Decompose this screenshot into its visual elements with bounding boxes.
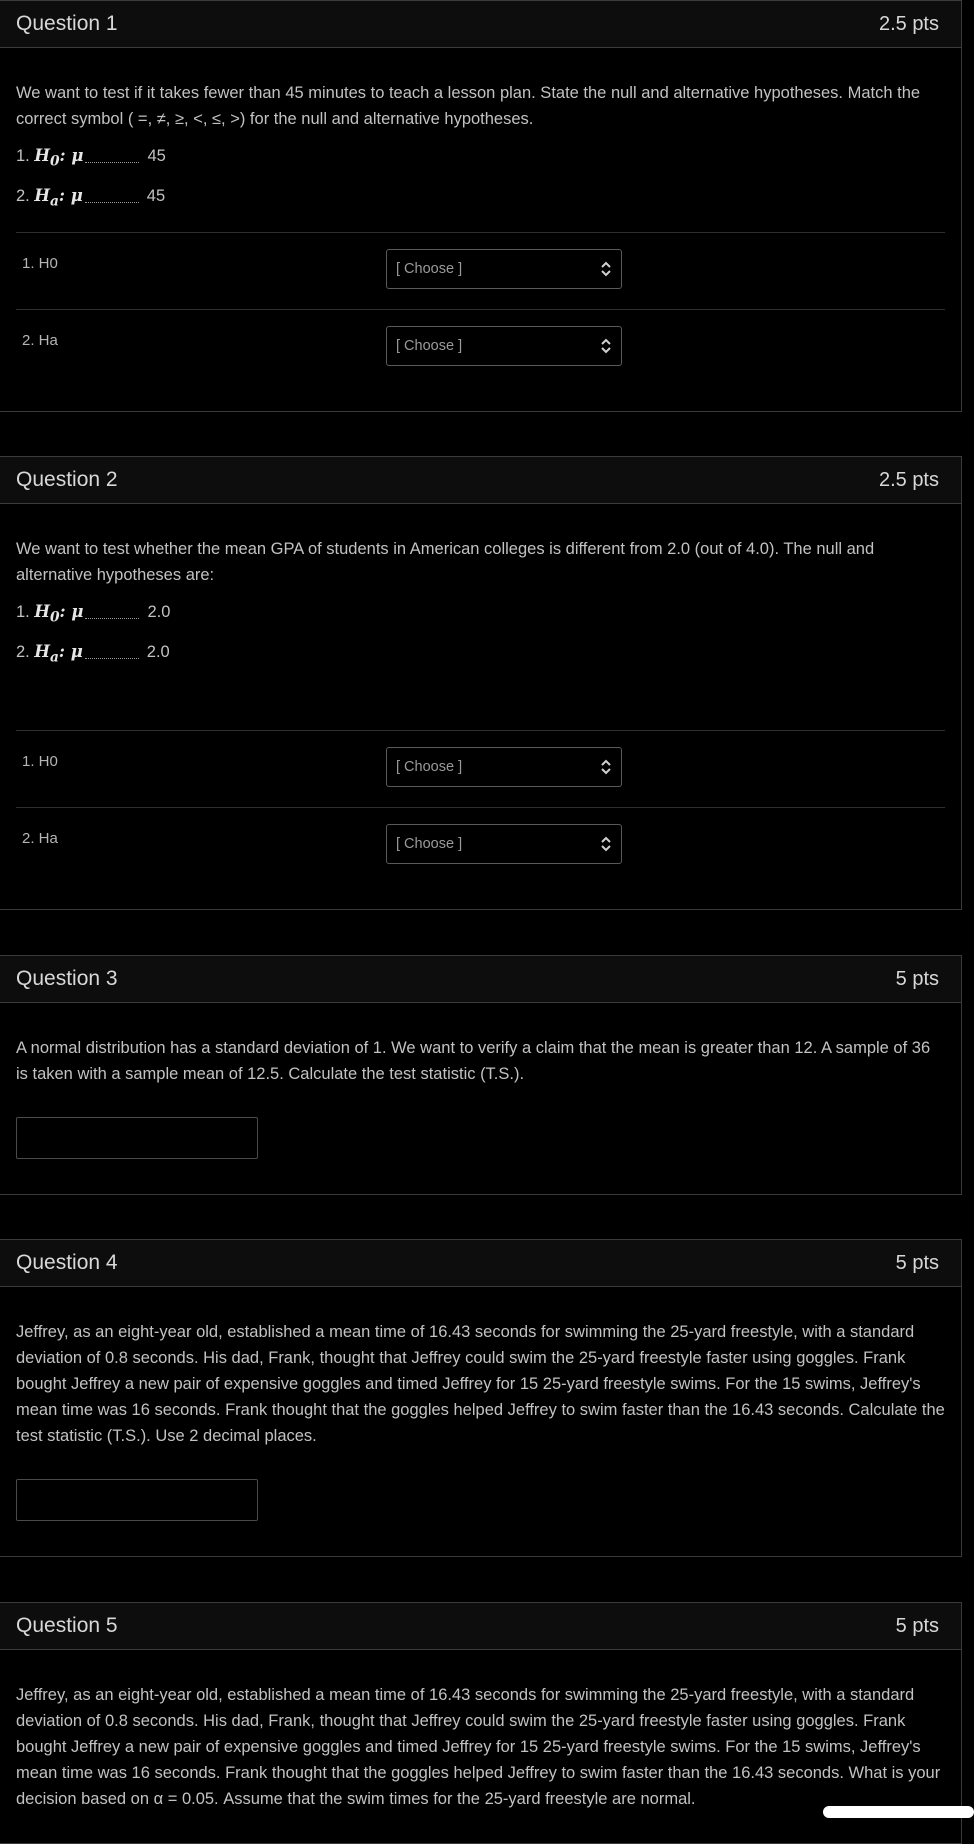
question-header xyxy=(0,457,961,504)
question-title: Question 5 xyxy=(16,1614,118,1637)
question-text: Jeffrey, as an eight-year old, established a mean time of 16.43 seconds for swimming the 25-yard freestyle, with a standard deviation of 0.8 seconds. His dad, Frank, thought that Jeffrey could swim the 25-yard freestyle faster using goggles. Frank bought Jeffrey a new pair of expensive goggles and timed Jeffrey for 15 25-yard freestyle swims. For the 15 swims, Jeffrey's mean time was 16 seconds. Frank thought that the goggles helped Jeffrey to swim faster than the 16.43 seconds. Calculate the test statistic (T.S.). Use 2 decimal places. xyxy=(16,1323,945,1445)
hypothesis-null: 1. $H_0$: μ 2.0 xyxy=(16,602,171,626)
match-label: 2. Ha xyxy=(22,830,58,847)
hypothesis-null: 1. $H_0$: μ 45 xyxy=(16,146,166,170)
match-row-ha xyxy=(16,309,945,386)
question-title: Question 2 xyxy=(16,468,118,491)
question-4 xyxy=(0,1239,962,1557)
question-points: 5 pts xyxy=(895,1251,939,1274)
select-arrows-icon xyxy=(600,758,612,776)
hypothesis-alternative: 2. $H_a$: μ 45 xyxy=(16,186,166,210)
question-points: 2.5 pts xyxy=(878,468,939,491)
question-points: 5 pts xyxy=(895,1614,939,1637)
match-row-h0 xyxy=(16,232,945,309)
question-1 xyxy=(0,0,962,412)
match-label: 1. H0 xyxy=(22,753,58,770)
question-text: We want to test whether the mean GPA of students in American colleges is different from 2.0 (out of 4.0). The null and alternative hypotheses are: xyxy=(16,540,875,584)
hypothesis-alternative: 2. $H_a$: μ 2.0 xyxy=(16,642,170,666)
ha-symbol-select[interactable]: [ Choose ] xyxy=(386,824,622,864)
question-text: Jeffrey, as an eight-year old, established a mean time of 16.43 seconds for swimming the 25-yard freestyle, with a standard deviation of 0.8 seconds. His dad, Frank, thought that Jeffrey could swim the 25-yard freestyle faster using goggles. Frank bought Jeffrey a new pair of expensive goggles and timed Jeffrey for 15 25-yard freestyle swims. For the 15 swims, Jeffrey's mean time was 16 seconds. Frank thought that the goggles helped Jeffrey to swim faster than the 16.43 seconds. What is your decision based on α = 0.05. Assume that the swim times for the 25-yard freestyle are normal. xyxy=(16,1686,941,1808)
question-title: Question 4 xyxy=(16,1251,118,1274)
question-header xyxy=(0,1603,961,1650)
question-text: A normal distribution has a standard deviation of 1. We want to verify a claim that the mean is greater than 12. A sample of 36 is taken with a sample mean of 12.5. Calculate the test statistic (T.S.). xyxy=(16,1039,931,1083)
match-row-h0 xyxy=(16,730,945,807)
match-row-ha xyxy=(16,807,945,884)
question-header xyxy=(0,1,961,48)
question-title: Question 1 xyxy=(16,12,118,35)
match-label: 1. H0 xyxy=(22,255,58,272)
question-2 xyxy=(0,456,962,910)
ha-symbol-select[interactable]: [ Choose ] xyxy=(386,326,622,366)
question-header xyxy=(0,1240,961,1287)
horizontal-scrollbar[interactable] xyxy=(823,1806,974,1818)
question-points: 2.5 pts xyxy=(878,12,939,35)
question-title: Question 3 xyxy=(16,967,118,990)
match-label: 2. Ha xyxy=(22,332,58,349)
select-arrows-icon xyxy=(600,260,612,278)
select-arrows-icon xyxy=(600,835,612,853)
question-header xyxy=(0,956,961,1003)
test-statistic-input[interactable] xyxy=(16,1479,258,1521)
question-3 xyxy=(0,955,962,1195)
question-5 xyxy=(0,1602,962,1844)
select-arrows-icon xyxy=(600,337,612,355)
question-points: 5 pts xyxy=(895,967,939,990)
h0-symbol-select[interactable]: [ Choose ] xyxy=(386,249,622,289)
h0-symbol-select[interactable]: [ Choose ] xyxy=(386,747,622,787)
test-statistic-input[interactable] xyxy=(16,1117,258,1159)
question-text: We want to test if it takes fewer than 45 minutes to teach a lesson plan. State the null and alternative hypotheses. Match the correct symbol ( =, ≠, ≥, <, ≤, >) for the null and alternative hypotheses. xyxy=(16,84,921,128)
